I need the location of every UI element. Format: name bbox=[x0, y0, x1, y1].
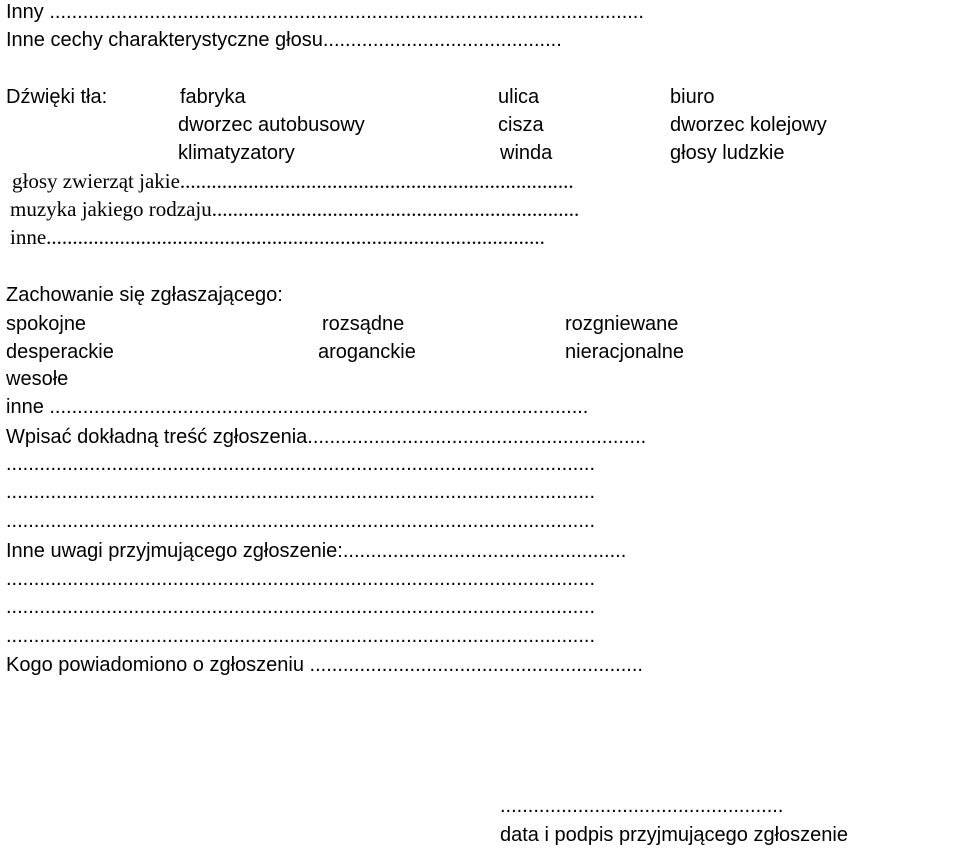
report-content-line: .......................................................................................................... bbox=[6, 481, 596, 503]
animal-sounds-line: głosy zwierząt jakie........................................................................... bbox=[12, 169, 574, 193]
report-content-line: .......................................................................................................... bbox=[6, 510, 596, 532]
behavior-option: rozgniewane bbox=[565, 313, 679, 335]
behavior-option: nieracjonalne bbox=[565, 341, 684, 363]
report-content-line: .......................................................................................................... bbox=[6, 453, 596, 475]
behavior-option: rozsądne bbox=[322, 313, 405, 335]
sound-option: dworzec autobusowy bbox=[178, 114, 365, 136]
music-line: muzyka jakiego rodzaju...................................................................... bbox=[10, 197, 580, 221]
background-sounds-label: Dźwięki tła: bbox=[6, 86, 108, 108]
notified-line: Kogo powiadomiono o zgłoszeniu ............................................................ bbox=[6, 654, 643, 676]
sound-option: ulica bbox=[498, 86, 540, 108]
behavior-option: spokojne bbox=[6, 313, 87, 335]
sound-option: fabryka bbox=[180, 86, 246, 108]
signature-caption: data i podpis przyjmującego zgłoszenie bbox=[500, 824, 848, 846]
behavior-option: aroganckie bbox=[318, 341, 416, 363]
receiver-remarks-line: .......................................................................................................... bbox=[6, 625, 596, 647]
receiver-remarks-line: .......................................................................................................... bbox=[6, 596, 596, 618]
sound-option: dworzec kolejowy bbox=[670, 114, 827, 136]
other-sounds-line: inne............................................................................................... bbox=[10, 225, 545, 249]
sound-option: klimatyzatory bbox=[178, 142, 295, 164]
sound-option: cisza bbox=[498, 114, 544, 136]
sound-option: głosy ludzkie bbox=[670, 142, 785, 164]
sound-option: winda bbox=[500, 142, 553, 164]
other-behavior-line: inne ................................................................................................. bbox=[6, 396, 589, 418]
behavior-option: desperackie bbox=[6, 341, 114, 363]
signature-dots: ................................................... bbox=[500, 795, 784, 817]
receiver-remarks-label: Inne uwagi przyjmującego zgłoszenie:................................................... bbox=[6, 540, 627, 562]
behavior-option: wesołe bbox=[6, 368, 69, 390]
other-voice-line: Inny ........................................................................................................... bbox=[6, 1, 644, 23]
sound-option: biuro bbox=[670, 86, 715, 108]
receiver-remarks-line: .......................................................................................................... bbox=[6, 568, 596, 590]
caller-behavior-label: Zachowanie się zgłaszającego: bbox=[6, 284, 283, 306]
voice-traits-line: Inne cechy charakterystyczne głosu........................................... bbox=[6, 29, 562, 51]
report-content-label: Wpisać dokładną treść zgłoszenia............................................................. bbox=[6, 426, 647, 448]
